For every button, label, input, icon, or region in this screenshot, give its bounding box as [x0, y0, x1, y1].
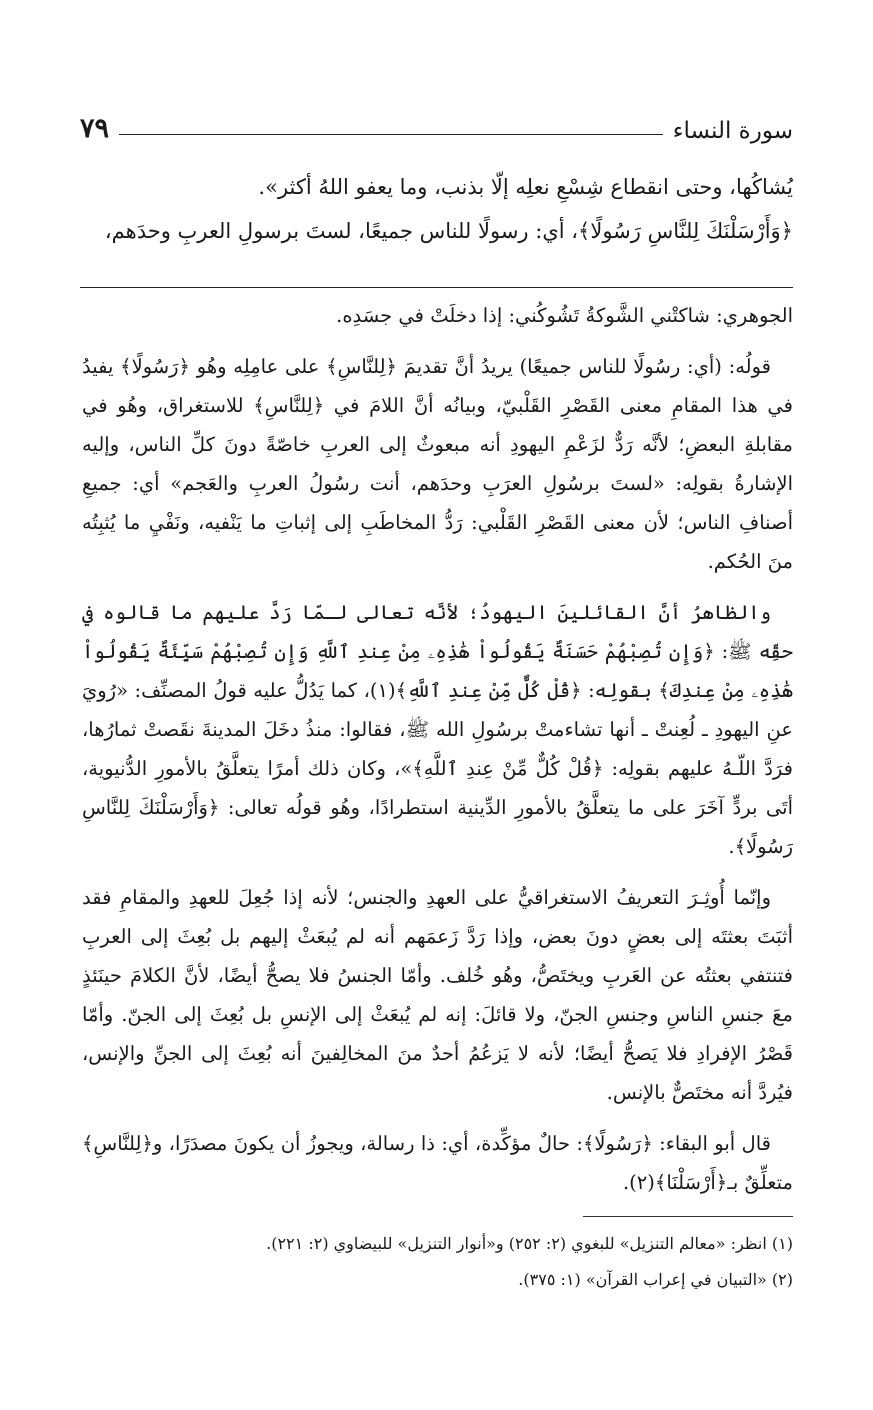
commentary-paragraph-4: وإنّما أُوثِـرَ التعريفُ الاستغراقيُّ على العهدِ والجنس؛ لأنه إذا جُعِلَ للعهدِ والمقامِ فقد أثبَتَ بعثتَه إلى بعضٍ دونَ بعض، وإذا رَدَّ زَعمَهم أنه لم يُبعَثْ إليهم بل بُعِثَ إلى العربِ فتنتفي بعثتُه عن العَربِ ويختَصُّ، وهُو خُلف. وأمّا الجنسُ فلا يصحُّ أيضًا، لأنَّ الكلامَ حينَئذٍ معَ جنسِ الناسِ وجنسِ الجنّ، ولا قائلَ: إنه لم يُبعَثْ إلى الإنسِ بل بُعِثَ إلى الجنّ. وأمّا قَصْرُ الإفرادِ فلا يَصحُّ أيضًا؛ لأنه لا يَزعُمُ أحدٌ منَ المخالِفينَ أنه بُعِثَ إلى الجنِّ والإنس، فيُردَّ أنه مختَصٌّ بالإنس. [82, 886, 793, 1104]
header-rule [119, 134, 663, 135]
footnote-1: (١) انظر: «معالم التنزيل» للبغوي (٢: ٢٥٢) و«أنوار التنزيل» للبيضاوي (٢: ٢٢١). [266, 1234, 793, 1253]
commentary-paragraph-1: الجوهري: شاكتْني الشَّوكةُ تَشُوكُني: إذا دخلَتْ في جسَدِه. [336, 304, 793, 327]
footnote-separator [583, 1216, 793, 1217]
commentary-paragraph-3: والظاهرُ أنَّ القائلينَ اليهودُ؛ لأنَّه تعالى لـمّا رَدَّ عليهم ما قالوه في حقِّه ﷺ: ﴿وَإِن تُصِبْهُمْ حَسَنَةٌ يَقُولُواْ هَٰذِهِۦ مِنْ عِندِ ٱللَّهِ وَإِن تُصِبْهُمْ سَيِّئَةٌ يَقُولُواْ هَٰذِهِۦ مِنْ عِندِكَ﴾ بقولِه: ﴿قُلْ كُلٌّ مِّنْ عِندِ ٱللَّهِ﴾(١)، كما يَدُلُّ عليه قولُ المصنِّف: «رُويَ عنِ اليهودِ ـ لُعِنتْ ـ أنها تشاءمتْ برسُولِ الله ﷺ، فقالوا: منذُ دخَلَ المدينةَ نقَصتْ ثمارُها، فرَدَّ اللّـهُ عليهم بقولِه: ﴿قُلْ كُلٌّ مِّنْ عِندِ ٱللَّهِ﴾»، وكان ذلك أمرًا يتعلَّقُ بالأمورِ الدُّنيوية، أتَى بردٍّ آخَرَ على ما يتعلَّقُ بالأمورِ الدِّينية استطرادًا، وهُو قولُه تعالى: ﴿وَأَرْسَلْنَكَ لِلنَّاسِ رَسُولًا﴾. [82, 601, 793, 858]
commentary [82, 296, 793, 1214]
main-text-separator [80, 287, 793, 288]
page-header [80, 104, 793, 144]
main-text-line-2: ﴿وَأَرْسَلْنَكَ لِلنَّاسِ رَسُولًا﴾، أي: رسولًا للناس جميعًا، لستَ برسولِ العربِ وحدَهم، [104, 219, 793, 243]
footnotes [82, 1226, 793, 1298]
commentary-paragraph-5: قال أبو البقاء: ﴿رَسُولًا﴾: حالٌ مؤكِّدة، أي: ذا رسالة، ويجوزُ أن يكونَ مصدَرًا، و﴿لِلنَّاسِ﴾ متعلِّقٌ بـ﴿أَرْسَلْنَا﴾(٢). [82, 1132, 793, 1194]
surah-title: سورة النساء [672, 118, 793, 144]
commentary-paragraph-2: قولُه: (أي: رسُولًا للناس جميعًا) يريدُ أنَّ تقديمَ ﴿لِلنَّاسِ﴾ على عامِلِه وهُو ﴿رَسُولًا﴾ يفيدُ في هذا المقامِ معنى القَصْرِ القَلْبيّ، وبيانُه أنَّ اللامَ في ﴿لِلنَّاسِ﴾ للاستغراق، وهُو في مقابلةِ البعضِ؛ لأنَّه رَدٌّ لزَعْمِ اليهودِ أنه مبعوثٌ إلى العربِ خاصّةً دونَ كلِّ الناس، وإليه الإشارةُ بقولِه: «لستَ برسُولِ العرَبِ وحدَهم، أنت رسُولُ العربِ والعَجم» أي: جميعِ أصنافِ الناس؛ لأن معنى القَصْرِ القَلْبي: رَدُّ المخاطَبِ إلى إثباتِ ما يَنْفيه، ونَفْيِ ما يُثبِتُه منَ الحُكم. [82, 355, 793, 573]
main-text [82, 165, 793, 253]
page-number: ٧٩ [80, 113, 110, 144]
main-text-line-1: يُشاكُها، وحتى انقطاع شِسْعِ نعلِه إلّا بذنب، وما يعفو اللهُ أكثر». [258, 175, 793, 199]
footnote-2: (٢) «التبيان في إعراب القرآن» (١: ٣٧٥). [518, 1270, 793, 1289]
